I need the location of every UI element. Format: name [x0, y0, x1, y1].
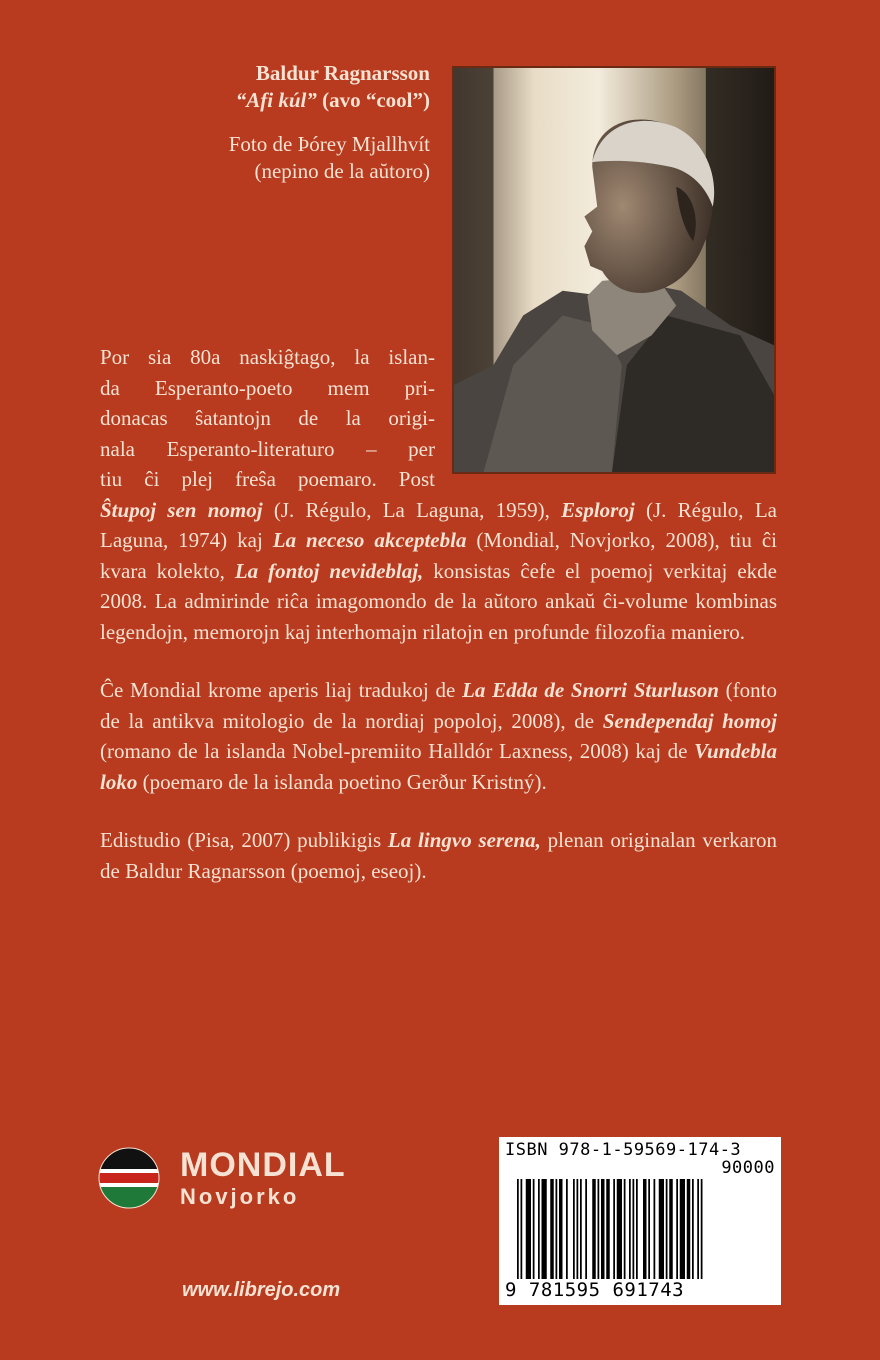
book-title: La Edda de Snorri Sturluson: [462, 678, 719, 702]
text-run: (fonto de la antikva mitologio de la nordiaj popoloj, 2008), de: [100, 678, 777, 733]
barcode-bar: [643, 1179, 647, 1279]
text-line: nala Esperanto-literaturo – per: [100, 436, 435, 461]
barcode-bar: [629, 1179, 631, 1279]
book-title: La fontoj nevideblaj,: [234, 558, 424, 583]
barcode-bar: [538, 1179, 540, 1279]
text-run: Ĉe Mondial krome aperis liaj tradukoj de: [100, 678, 463, 702]
barcode-bar: [559, 1179, 563, 1279]
photo-credit-line2: (nepino de la aŭtoro): [254, 159, 430, 183]
barcode-bar: [598, 1179, 600, 1279]
barcode-bar: [521, 1179, 523, 1279]
book-title: Vundebla loko: [100, 739, 777, 794]
author-nickname: [150, 87, 430, 114]
barcode-bar: [556, 1179, 558, 1279]
ean-number: 9 781595 691743: [505, 1279, 685, 1301]
text-line: tiu ĉi plej freŝa poemaro. Post: [100, 467, 435, 491]
text-run: plenan originalan verkaron de Baldur Ragnarsson (poemoj, eseoj).: [100, 828, 777, 883]
barcode-bar: [669, 1179, 673, 1279]
photo-credit-line1: Foto de Þórey Mjallhvít: [228, 132, 430, 156]
barcode-bar: [601, 1179, 605, 1279]
text-run: konsistas ĉefe el poemoj verkitaj ekde 2008. La admirinde riĉa imagomondo de la aŭtoro ankaŭ ĉi-volume kombinas legendojn, memorojn kaj interhomajn rilatojn en profunde filozofia maniero.: [100, 558, 777, 644]
barcode-bar: [580, 1179, 582, 1279]
text-run: (romano de la islanda Nobel-premiito Halldór Laxness, 2008) kaj de: [100, 739, 695, 763]
barcode-bar: [659, 1179, 664, 1279]
barcode-bar: [633, 1179, 635, 1279]
barcode-bar: [636, 1179, 638, 1279]
barcode-bar: [542, 1179, 547, 1279]
publisher-city: Novjorko: [180, 1184, 300, 1209]
text-line: da Esperanto-poeto mem pri-: [100, 375, 435, 400]
text-run: (Mondial, Novjorko, 2008), tiu ĉi kvara kolekto,: [100, 528, 777, 583]
publisher-name: MONDIAL: [180, 1146, 346, 1184]
barcode-bar: [573, 1179, 575, 1279]
text-run: Edistudio (Pisa, 2007) publikigis: [100, 828, 388, 852]
publisher-wordmark: [180, 1147, 346, 1209]
barcode-bar: [617, 1179, 622, 1279]
text-run: (poemaro de la islanda poetino Gerður Kristný).: [137, 769, 547, 794]
text-line: Por sia 80a naskiĝtago, la islan-: [100, 345, 435, 369]
barcode-bar: [648, 1179, 650, 1279]
barcode-bar: [592, 1179, 596, 1279]
barcode-bar: [692, 1179, 694, 1279]
author-name: Baldur Ragnarsson: [255, 61, 430, 85]
paragraph-1-lines-beside-photo: [100, 342, 435, 495]
publisher-logo-icon: [98, 1147, 160, 1209]
barcode-bar: [526, 1179, 531, 1279]
barcode-bar: [606, 1179, 610, 1279]
barcode-bar: [624, 1179, 626, 1279]
barcode-bars-graphic: [517, 1179, 769, 1279]
book-title: Sendependaj homoj: [602, 708, 777, 733]
paragraph-2: [100, 675, 777, 797]
publisher-logo: [98, 1147, 346, 1209]
barcode-bar: [701, 1179, 703, 1279]
barcode-bar: [666, 1179, 668, 1279]
photo-caption: [150, 60, 430, 185]
paragraph-1: [100, 342, 777, 647]
book-title: Ŝtupoj sen nomoj: [100, 497, 263, 522]
barcode-bar: [550, 1179, 554, 1279]
barcode-bar: [533, 1179, 535, 1279]
paragraph-3: [100, 825, 777, 886]
nickname-italic: “Afi kúl”: [235, 88, 317, 112]
text-run: (J. Régulo, La Laguna, 1959),: [262, 497, 562, 522]
barcode-bar: [676, 1179, 678, 1279]
price-code: 90000: [721, 1158, 775, 1178]
barcode-bar: [585, 1179, 587, 1279]
text-line: donacas ŝatantojn de la origi-: [100, 406, 435, 430]
isbn-number: ISBN 978-1-59569-174-3: [505, 1140, 742, 1160]
barcode-bar: [654, 1179, 656, 1279]
barcode-bar: [687, 1179, 691, 1279]
photo-credit: [150, 131, 430, 185]
paragraph-1-continuation: [100, 495, 777, 648]
barcode-bar: [680, 1179, 685, 1279]
barcode-bars: [517, 1179, 769, 1279]
barcode-bar: [517, 1179, 519, 1279]
nickname-translation: (avo “cool”): [316, 88, 430, 112]
book-title: Esploroj: [561, 497, 635, 522]
publisher-website: www.librejo.com: [182, 1279, 341, 1301]
isbn-barcode: [499, 1137, 781, 1305]
barcode-bar: [613, 1179, 615, 1279]
book-title: La lingvo serena,: [387, 828, 541, 852]
book-title: La neceso akceptebla: [272, 528, 467, 552]
text-run: (J. Régulo, La Laguna, 1974) kaj: [100, 497, 777, 552]
barcode-bar: [697, 1179, 699, 1279]
barcode-bar: [566, 1179, 568, 1279]
barcode-bar: [577, 1179, 579, 1279]
back-cover-text: [100, 342, 777, 914]
